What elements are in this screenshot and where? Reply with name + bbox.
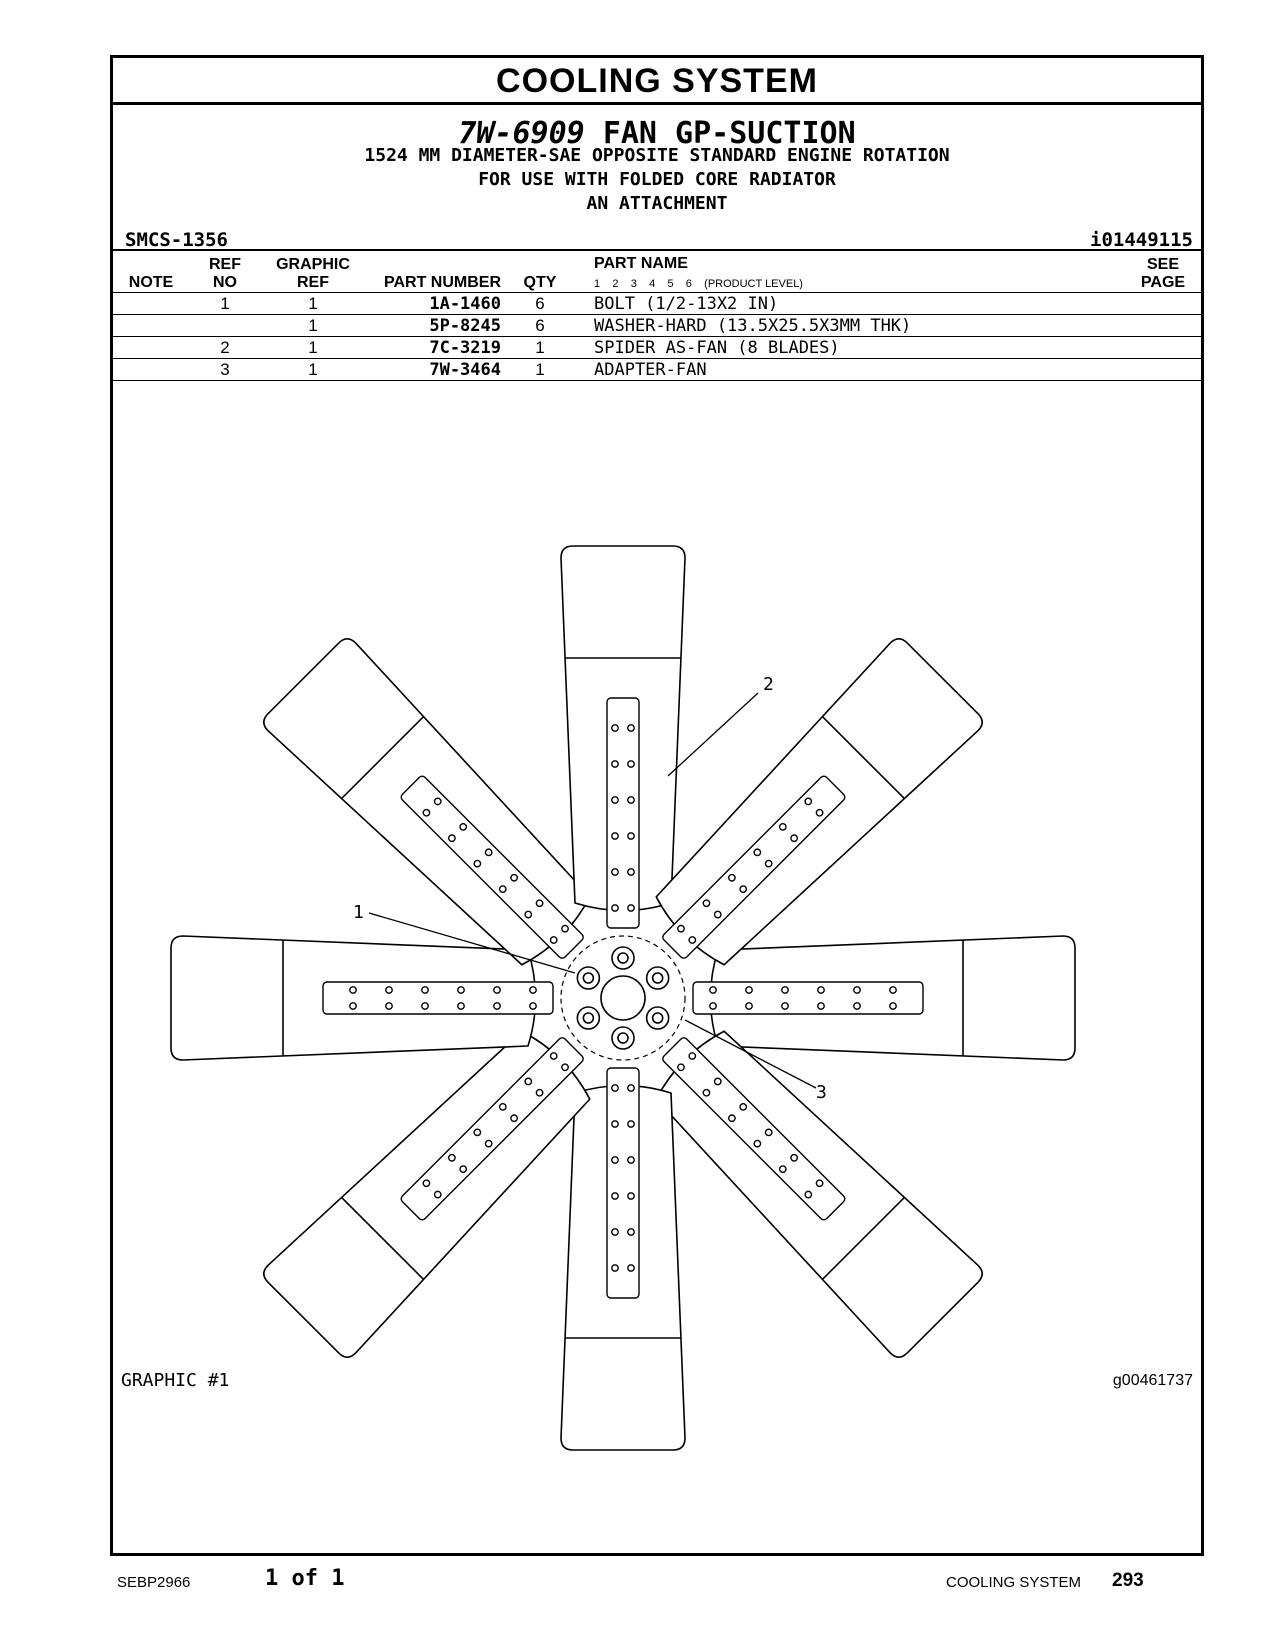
product-level-1: 1 <box>594 278 601 290</box>
footer-page-count: 1 of 1 <box>265 1566 345 1591</box>
row-part-number[interactable]: 1A-1460 <box>429 294 501 314</box>
rivet <box>628 761 634 767</box>
rivet <box>782 1003 788 1009</box>
callout-1: 1 <box>353 902 364 923</box>
row-part-name: ADAPTER-FAN <box>594 360 707 380</box>
spider-arm-plate <box>607 698 639 928</box>
product-level-6: 6 <box>685 278 692 290</box>
group-line-3: AN ATTACHMENT <box>586 193 728 214</box>
rivet <box>782 987 788 993</box>
rivet <box>854 987 860 993</box>
row-part-name: BOLT (1/2-13X2 IN) <box>594 294 779 314</box>
product-level-label: (PRODUCT LEVEL) <box>704 278 803 290</box>
rivet <box>746 987 752 993</box>
row-ref-no: 1 <box>220 294 230 313</box>
row-graphic-ref: 1 <box>308 294 318 313</box>
callout-2: 2 <box>763 674 774 695</box>
graphic-id: g00461737 <box>1112 1372 1193 1389</box>
rivet <box>746 1003 752 1009</box>
rivet <box>628 1265 634 1271</box>
page-frame <box>110 55 1204 1556</box>
fan-illustration <box>113 58 1201 1553</box>
product-level-4: 4 <box>649 278 656 290</box>
product-level-2: 2 <box>612 278 619 290</box>
rivet <box>494 987 500 993</box>
row-qty: 6 <box>535 294 545 313</box>
rivet <box>422 987 428 993</box>
rivet <box>890 987 896 993</box>
rivet <box>628 1121 634 1127</box>
hub-bolt-head <box>653 973 663 983</box>
rivet <box>530 987 536 993</box>
spider-arm-plate <box>323 982 553 1014</box>
footer-page-number: 293 <box>1112 1570 1144 1591</box>
spider-arm-plate <box>607 1068 639 1298</box>
row-part-number[interactable]: 7W-3464 <box>429 360 501 380</box>
group-part-number: 7W-6909 <box>458 116 585 151</box>
footer-section: COOLING SYSTEM <box>946 1574 1082 1591</box>
hub-bolt-head <box>653 1013 663 1023</box>
rivet <box>628 725 634 731</box>
row-part-number[interactable]: 5P-8245 <box>429 316 501 336</box>
rivet <box>386 987 392 993</box>
rivet <box>386 1003 392 1009</box>
rivet <box>628 905 634 911</box>
hub-bolt-head <box>618 1033 628 1043</box>
rivet <box>628 1193 634 1199</box>
rivet <box>494 1003 500 1009</box>
row-graphic-ref: 1 <box>308 316 318 335</box>
document-id: i01449115 <box>1090 229 1193 251</box>
group-name: FAN GP-SUCTION <box>602 116 856 151</box>
rivet <box>628 833 634 839</box>
rivet <box>612 1157 618 1163</box>
spider-arm-plate <box>693 982 923 1014</box>
header-see-page-line1: SEE <box>1146 256 1179 273</box>
row-qty: 1 <box>535 360 545 379</box>
rivet <box>612 869 618 875</box>
rivet <box>458 1003 464 1009</box>
row-part-number[interactable]: 7C-3219 <box>429 338 501 358</box>
rivet <box>628 1229 634 1235</box>
spider-arm <box>607 1068 639 1298</box>
spider-arm <box>607 698 639 928</box>
row-ref-no: 3 <box>220 360 230 379</box>
hub-bolt-head <box>583 973 593 983</box>
hub-bolt-head <box>618 953 628 963</box>
row-ref-no: 2 <box>220 338 230 357</box>
header-see-page-line2: PAGE <box>1140 274 1186 291</box>
graphic-label: GRAPHIC #1 <box>121 1370 230 1391</box>
product-level-5: 5 <box>667 278 674 290</box>
rivet <box>628 869 634 875</box>
rivet <box>612 833 618 839</box>
rivet <box>612 1265 618 1271</box>
rivet <box>628 1157 634 1163</box>
rivet <box>612 797 618 803</box>
rivet <box>818 1003 824 1009</box>
rivet <box>628 797 634 803</box>
callout-2-leader <box>668 693 758 776</box>
rivet <box>422 1003 428 1009</box>
rivet <box>710 1003 716 1009</box>
group-line-2: FOR USE WITH FOLDED CORE RADIATOR <box>478 169 836 190</box>
rivet <box>854 1003 860 1009</box>
group-line-1: 1524 MM DIAMETER-SAE OPPOSITE STANDARD ENGINE ROTATION <box>364 145 950 166</box>
row-qty: 6 <box>535 316 545 335</box>
rivet <box>818 987 824 993</box>
row-graphic-ref: 1 <box>308 360 318 379</box>
callout-3: 3 <box>816 1082 827 1103</box>
product-level-3: 3 <box>630 278 637 290</box>
rivet <box>350 1003 356 1009</box>
footer-doc-number: SEBP2966 <box>117 1574 191 1591</box>
rivet <box>710 987 716 993</box>
header-qty: QTY <box>523 274 557 291</box>
rivet <box>458 987 464 993</box>
rivet <box>612 1193 618 1199</box>
rivet <box>612 1121 618 1127</box>
header-note: NOTE <box>128 274 174 291</box>
rivet <box>612 1085 618 1091</box>
rivet <box>530 1003 536 1009</box>
rivet <box>350 987 356 993</box>
rivet <box>612 905 618 911</box>
rivet <box>612 761 618 767</box>
rivet <box>612 1229 618 1235</box>
row-part-name: WASHER-HARD (13.5X25.5X3MM THK) <box>594 316 912 336</box>
header-graphic-ref-line2: REF <box>297 274 329 291</box>
header-ref-no-line1: REF <box>209 256 241 273</box>
hub-bolt-head <box>583 1013 593 1023</box>
spider-arm <box>693 982 923 1014</box>
header-graphic-ref-line1: GRAPHIC <box>276 256 350 273</box>
section-title: COOLING SYSTEM <box>113 58 1201 105</box>
rivet <box>628 1085 634 1091</box>
rivet <box>612 725 618 731</box>
header-ref-no-line2: NO <box>213 274 237 291</box>
header-part-name: PART NAME <box>594 255 688 272</box>
smcs-code: SMCS-1356 <box>125 229 228 251</box>
row-qty: 1 <box>535 338 545 357</box>
row-part-name: SPIDER AS-FAN (8 BLADES) <box>594 338 840 358</box>
row-graphic-ref: 1 <box>308 338 318 357</box>
header-part-number: PART NUMBER <box>383 274 501 291</box>
rivet <box>890 1003 896 1009</box>
spider-arm <box>323 982 553 1014</box>
